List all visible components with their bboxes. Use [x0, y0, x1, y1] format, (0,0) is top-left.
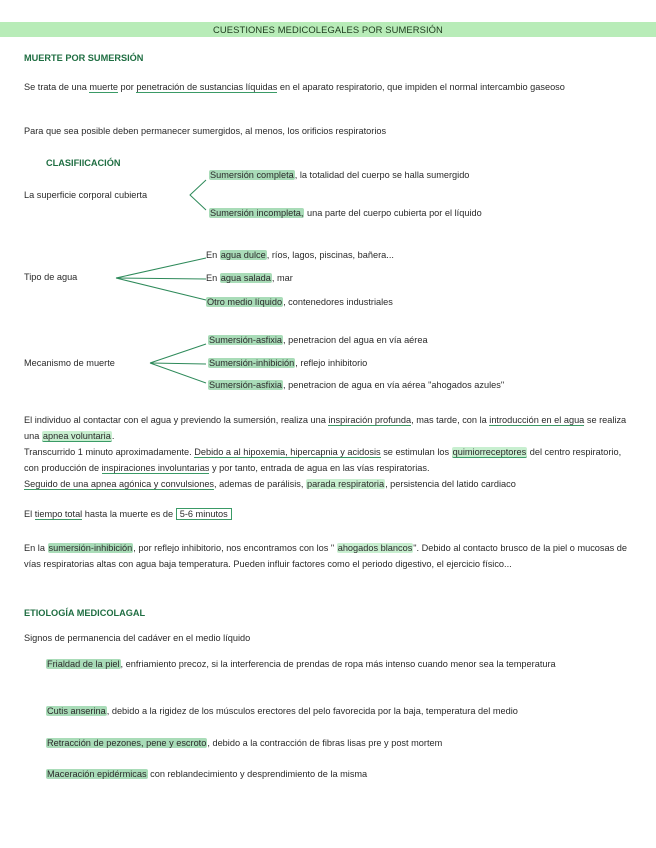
inhib-term-sumersion: sumersión-inhibición [48, 543, 133, 553]
process-term-inspiracion: inspiración profunda [328, 415, 412, 425]
process-term-quimiorreceptores: quimiorreceptores [452, 447, 527, 457]
mecanismo-item-asfixia [208, 335, 428, 345]
mecanismo-term-inhibicion: Sumersión-inhibición [209, 358, 295, 368]
superficie-desc-completa: , la totalidad del cuerpo se halla sumergido [294, 170, 470, 180]
process-term-parada: parada respiratoria [306, 479, 385, 489]
superficie-desc-incompleta: una parte del cuerpo cubierta por el líquido [304, 208, 482, 218]
process-term-hipoxemia: Debido a al hipoxemia, hipercapnia y acidosis [194, 447, 381, 457]
bracket-mecanismo-line-1 [150, 344, 206, 363]
agua-item-dulce [206, 250, 394, 260]
process-term-apnea: apnea voluntaria [42, 431, 111, 441]
process-text-2a: Transcurrido 1 minuto aproximadamente. [24, 447, 195, 457]
mecanismo-desc-asfixia-2: , penetracion de agua en vía aérea "ahogados azules" [283, 380, 505, 390]
etiologia-intro: Signos de permanencia del cadáver en el medio líquido [24, 633, 251, 643]
time-text-a: El [24, 509, 35, 519]
time-line [24, 509, 232, 519]
sign-term-cutis: Cutis anserina [47, 706, 106, 716]
inhib-text-e: ". Debido al contacto brusco de la piel o mucosas de vías respiratorias altas con agua baja temperatura. Pueden influir factores como el periodo digestivo, el ejercicio físico... [24, 543, 627, 569]
agua-desc-otro: , contenedores industriales [283, 297, 393, 307]
section-heading-muerte: MUERTE POR SUMERSIÓN [24, 53, 144, 63]
superficie-item-completa [209, 170, 469, 180]
sign-retraccion [46, 736, 638, 751]
process-text-3b: , ademas de parálisis, [214, 479, 306, 489]
process-text-3d: , persistencia del latido cardiaco [385, 479, 516, 489]
bracket-agua-line-2 [116, 278, 206, 279]
inhib-text-a: En la [24, 543, 48, 553]
superficie-label: La superficie corporal cubierta [24, 190, 148, 200]
mecanismo-desc-asfixia: , penetracion del agua en vía aérea [283, 335, 428, 345]
inhib-term-ahogados-blancos: ahogados blancos [337, 543, 413, 553]
bracket-superficie [190, 180, 206, 210]
mecanismo-desc-inhibicion: , reflejo inhibitorio [295, 358, 368, 368]
process-term-inspiraciones: inspiraciones involuntarias [101, 463, 210, 473]
agua-label: Tipo de agua [24, 272, 78, 282]
def-term-muerte: muerte [89, 82, 118, 92]
process-paragraph [24, 412, 636, 492]
process-text-2c: se estimulan los [380, 447, 452, 457]
section-heading-clasificacion: CLASIFIICACIÓN [46, 158, 121, 168]
agua-item-salada [206, 273, 293, 283]
inhib-text-c: , por reflejo inhibitorio, nos encontramos con los " [133, 543, 337, 553]
agua-term-dulce: agua dulce [220, 250, 266, 260]
sign-desc-cutis: , debido a la rigidez de los músculos erectores del pelo favorecida por la baja, temperatura del medio [106, 706, 518, 716]
def-text-a: Se trata de una [24, 82, 90, 92]
agua-pre-salada: En [206, 273, 220, 283]
sign-frialdad [46, 657, 638, 672]
def-text-e: en el aparato respiratorio, que impiden el normal intercambio gaseoso [277, 82, 565, 92]
process-text-2g: y por tanto, entrada de agua en las vías respiratorias. [209, 463, 430, 473]
bracket-mecanismo-line-2 [150, 363, 206, 364]
process-text-2e: del centro respiratorio, con producción de [24, 447, 622, 473]
agua-desc-salada: , mar [271, 273, 293, 283]
agua-term-salada: agua salada [220, 273, 271, 283]
sign-desc-maceracion: con reblandecimiento y desprendimiento de la misma [147, 769, 368, 779]
sign-desc-frialdad: , enfriamiento precoz, si la interferencia de prendas de ropa más intenso cuando menor sea la temperatura [120, 659, 556, 669]
def-text-c: por [118, 82, 137, 92]
bracket-agua-line-1 [116, 258, 206, 278]
inhibition-paragraph [24, 541, 636, 572]
page-title: CUESTIONES MEDICOLEGALES POR SUMERSIÓN [213, 24, 443, 35]
process-text-1a: El individuo al contactar con el agua y previendo la sumersión, realiza una [24, 415, 329, 425]
sign-maceracion [46, 767, 638, 782]
superficie-term-incompleta: Sumersión incompleta, [210, 208, 304, 218]
mecanismo-term-asfixia: Sumersión-asfixia [209, 335, 283, 345]
sign-term-retraccion: Retracción de pezones, pene y escroto [47, 738, 207, 748]
process-text-1c: , mas tarde, con la [411, 415, 490, 425]
mecanismo-label: Mecanismo de muerte [24, 358, 115, 368]
superficie-term-completa: Sumersión completa [210, 170, 294, 180]
agua-term-otro: Otro medio líquido [207, 297, 283, 307]
process-text-1g: . [111, 431, 115, 441]
orifices-paragraph: Para que sea posible deben permanecer sumergidos, al menos, los orificios respiratorios [24, 126, 387, 136]
superficie-item-incompleta [209, 208, 482, 218]
process-text-1e: se realiza una [24, 415, 627, 441]
process-term-introduccion: introducción en el agua [489, 415, 585, 425]
agua-pre-dulce: En [206, 250, 220, 260]
sign-cutis [46, 704, 638, 719]
bracket-mecanismo-line-3 [150, 363, 206, 383]
mecanismo-term-asfixia-2: Sumersión-asfixia [209, 380, 283, 390]
bracket-agua-line-3 [116, 278, 206, 300]
sign-term-frialdad: Frialdad de la piel [47, 659, 120, 669]
process-term-apnea-agonica: Seguido de una apnea agónica y convulsiones [24, 479, 215, 489]
sign-term-maceracion: Maceración epidérmicas [47, 769, 147, 779]
mecanismo-item-inhibicion [208, 358, 367, 368]
agua-item-otro [206, 297, 393, 307]
time-text-c: hasta la muerte es de [82, 509, 176, 519]
time-value-box: 5-6 minutos [176, 508, 232, 520]
def-term-penetracion: penetración de sustancias líquidas [136, 82, 278, 92]
agua-desc-dulce: , ríos, lagos, piscinas, bañera... [266, 250, 394, 260]
time-term-total: tiempo total [34, 509, 83, 519]
sign-desc-retraccion: , debido a la contracción de fibras lisas pre y post mortem [207, 738, 443, 748]
mecanismo-item-asfixia-azules [208, 380, 504, 390]
section-heading-etiologia: ETIOLOGÍA MEDICOLAGAL [24, 608, 146, 618]
